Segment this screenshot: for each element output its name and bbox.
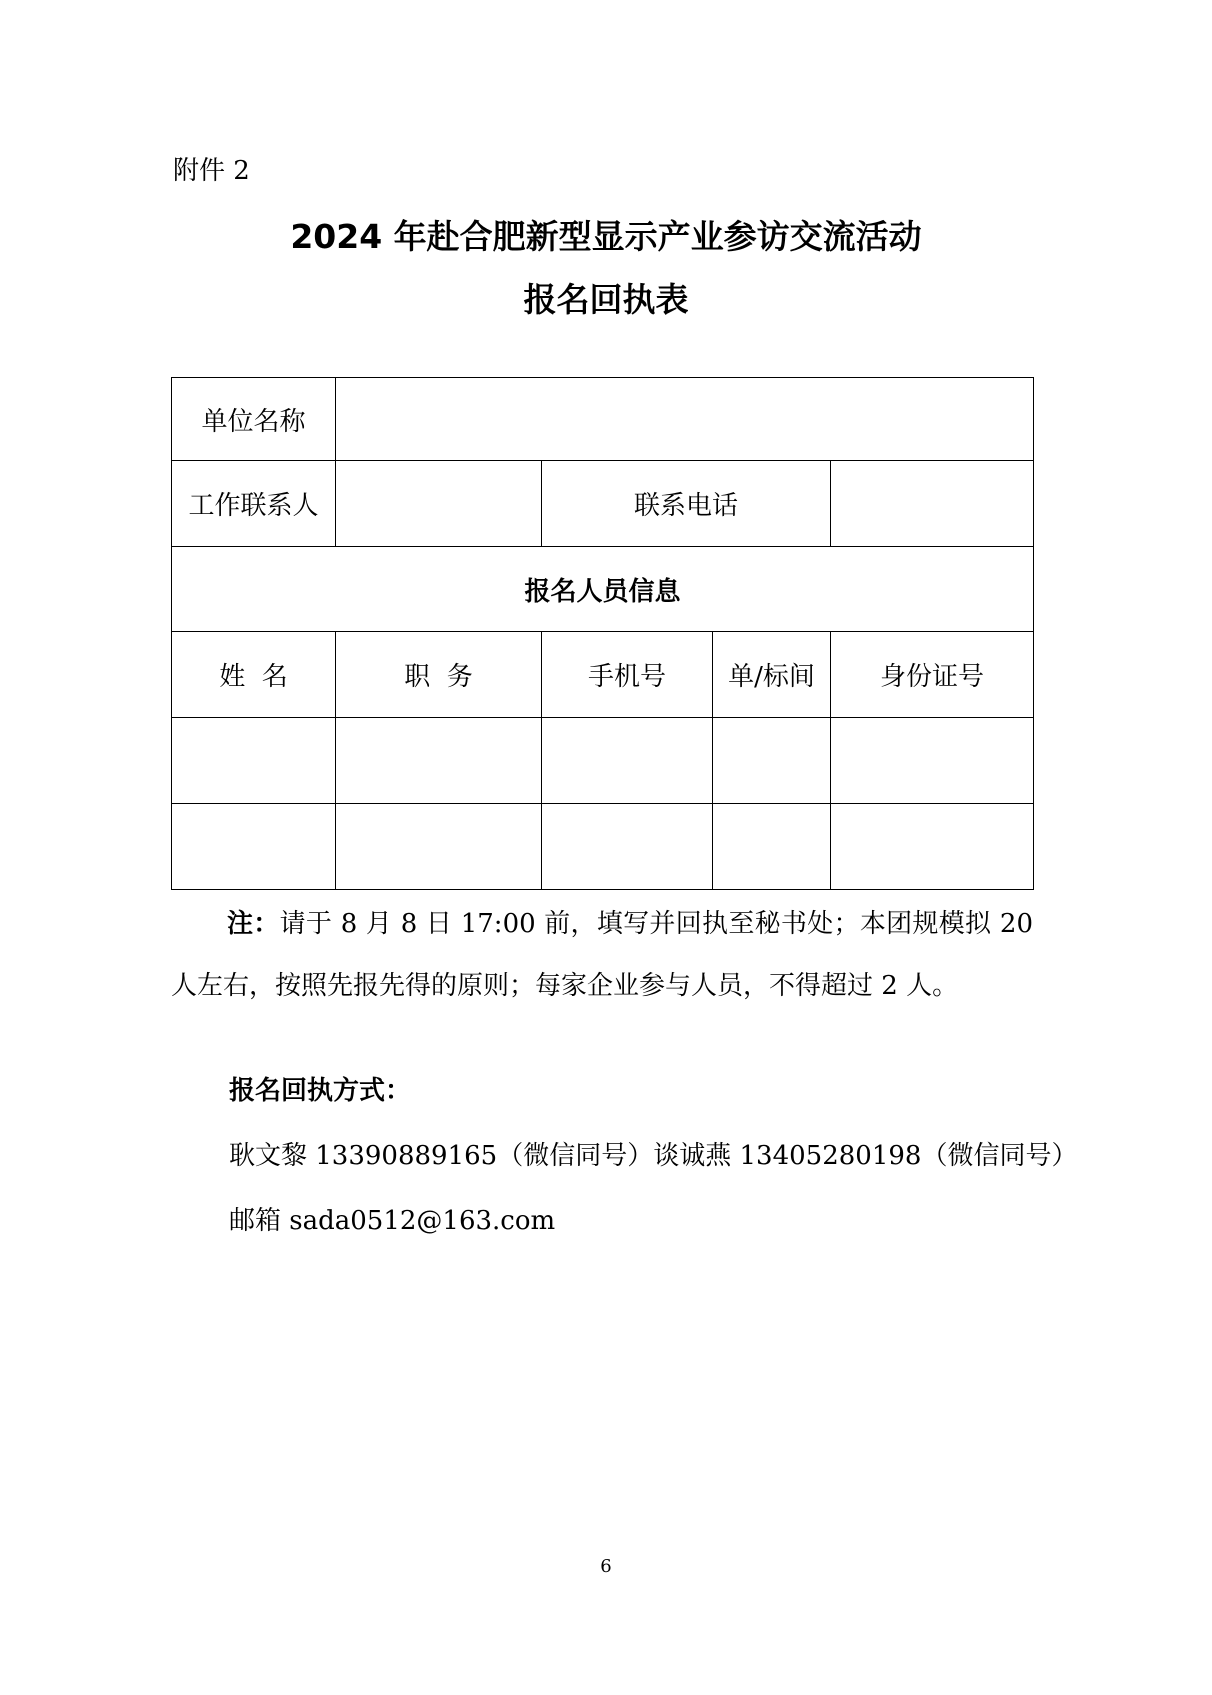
registrant-info-title: 报名人员信息 (172, 547, 1034, 632)
column-header-mobile: 手机号 (542, 632, 713, 718)
reply-contact-line: 耿文黎 13390889165（微信同号）谈诚燕 13405280198（微信同号） (229, 1141, 1078, 1171)
document-subtitle: 报名回执表 (523, 280, 689, 319)
column-header-room-type: 单/标间 (713, 632, 831, 718)
document-title: 2024 年赴合肥新型显示产业参访交流活动 (290, 217, 922, 256)
room-type-cell[interactable] (713, 718, 831, 804)
attachment-label: 附件 2 (173, 156, 250, 186)
column-header-row (172, 632, 1034, 718)
column-header-name: 姓 名 (172, 632, 336, 718)
section-title-row (172, 547, 1034, 632)
contact-phone-label: 联系电话 (542, 461, 831, 547)
column-header-position: 职 务 (336, 632, 542, 718)
reply-method-heading: 报名回执方式： (229, 1076, 412, 1106)
id-number-cell[interactable] (831, 804, 1034, 890)
contact-person-label: 工作联系人 (172, 461, 336, 547)
table-row (172, 804, 1034, 890)
table-row (172, 718, 1034, 804)
unit-name-row (172, 378, 1034, 461)
registration-form-table (171, 377, 1034, 890)
unit-name-field[interactable] (336, 378, 1034, 461)
page-number: 6 (600, 1556, 612, 1577)
registration-note (171, 893, 1033, 1017)
note-text: 请于 8 月 8 日 17:00 前，填写并回执至秘书处；本团规模拟 20 人左右，按照先报先得的原则；每家企业参与人员，不得超过 2 人。 (171, 909, 1033, 1001)
column-header-id-number: 身份证号 (831, 632, 1034, 718)
mobile-cell[interactable] (542, 718, 713, 804)
note-label: 注： (227, 909, 280, 939)
unit-name-label: 单位名称 (172, 378, 336, 461)
contact-person-field[interactable] (336, 461, 542, 547)
name-cell[interactable] (172, 718, 336, 804)
contact-row (172, 461, 1034, 547)
reply-email-line: 邮箱 sada0512@163.com (229, 1206, 556, 1236)
id-number-cell[interactable] (831, 718, 1034, 804)
mobile-cell[interactable] (542, 804, 713, 890)
room-type-cell[interactable] (713, 804, 831, 890)
position-cell[interactable] (336, 718, 542, 804)
contact-phone-field[interactable] (831, 461, 1034, 547)
name-cell[interactable] (172, 804, 336, 890)
position-cell[interactable] (336, 804, 542, 890)
